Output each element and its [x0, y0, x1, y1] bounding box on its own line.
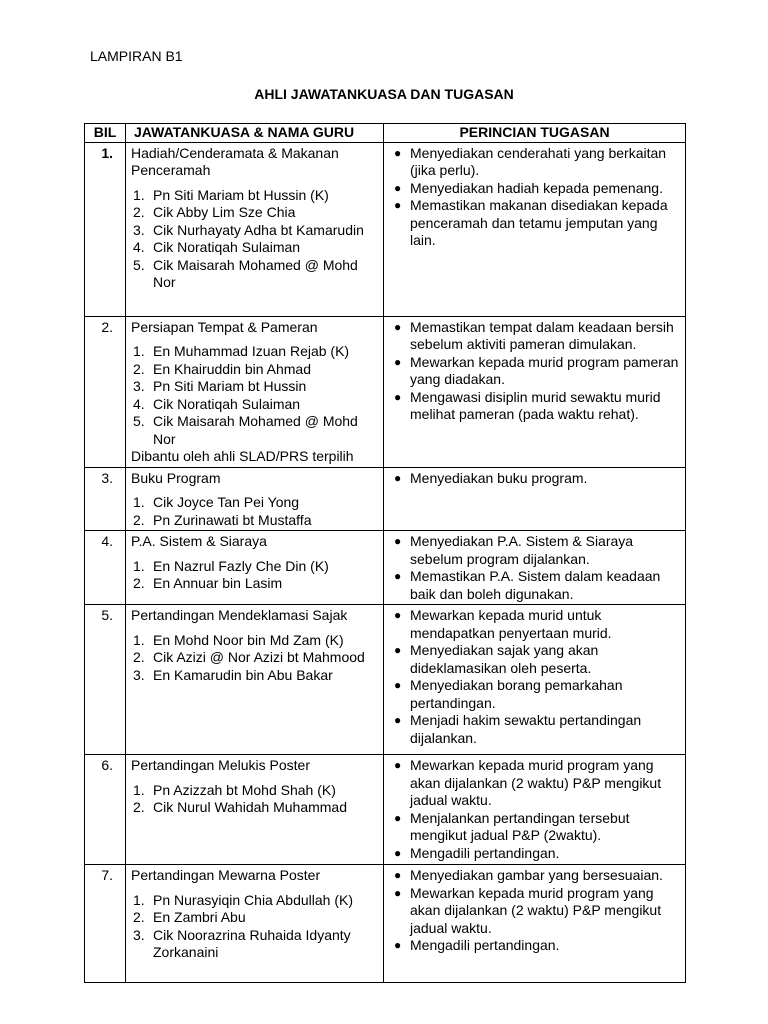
committee-name: Pertandingan Melukis Poster: [131, 757, 310, 773]
tasks-cell: [384, 531, 686, 605]
tasks-cell: [384, 605, 686, 755]
task-list: [388, 470, 679, 488]
annex-label: LAMPIRAN B1: [90, 48, 183, 64]
member-name: Cik Nurhayaty Adha bt Kamarudin: [153, 221, 364, 238]
member-item: [131, 222, 379, 240]
bullet-icon: ●: [394, 534, 402, 548]
task-text: Mewarkan kepada murid program pameran yang diadakan.: [410, 353, 679, 387]
task-text: Menyediakan sajak yang akan dideklamasikan oleh peserta.: [410, 642, 599, 676]
member-number: 4.: [133, 395, 145, 412]
member-item: [131, 413, 379, 448]
bullet-icon: ●: [394, 389, 402, 404]
member-number: 3.: [133, 378, 145, 394]
member-name: Pn Azizzah bt Mohd Shah (K): [153, 781, 336, 798]
task-list: [388, 319, 679, 424]
committee-name: Pertandingan Mewarna Poster: [131, 867, 321, 883]
member-number: 1.: [133, 557, 145, 574]
task-text: Memastikan tempat dalam keadaan bersih sebelum aktiviti pameran dimulakan.: [410, 318, 674, 352]
member-item: [131, 343, 379, 361]
member-list: [131, 558, 379, 593]
task-text: Menyediakan borang pemarkahan pertandingan.: [410, 677, 623, 711]
task-item: [388, 845, 679, 863]
member-item: [131, 494, 379, 512]
member-number: 2.: [133, 909, 145, 925]
task-item: [388, 319, 679, 354]
member-item: [131, 892, 379, 910]
member-number: 2.: [133, 360, 145, 377]
task-text: Menyediakan cenderahati yang berkaitan (jika perlu).: [410, 144, 667, 178]
member-name: Cik Maisarah Mohamed @ Mohd Nor: [153, 256, 358, 290]
task-item: [388, 533, 679, 568]
bullet-icon: ●: [394, 643, 402, 657]
task-text: Menyediakan P.A. Sistem & Siaraya sebelum program dijalankan.: [410, 533, 634, 567]
tasks-cell: [384, 755, 686, 865]
member-name: Cik Azizi @ Nor Azizi bt Mahmood: [153, 649, 365, 665]
member-name: Cik Nurul Wahidah Muhammad: [153, 799, 347, 815]
committee-cell: [126, 605, 384, 755]
table-row: [85, 755, 686, 865]
tasks-cell: [384, 142, 686, 316]
table-row: [85, 531, 686, 605]
bullet-icon: ●: [394, 569, 402, 583]
member-name: Cik Maisarah Mohamed @ Mohd Nor: [153, 413, 358, 447]
bullet-icon: ●: [394, 713, 402, 727]
committee-name: Hadiah/Cenderamata & Makanan Penceramah: [131, 144, 339, 178]
table-row: [85, 865, 686, 983]
member-number: 2.: [133, 799, 145, 815]
task-item: [388, 677, 679, 712]
committee-name: Pertandingan Mendeklamasi Sajak: [131, 607, 348, 623]
member-item: [131, 649, 379, 667]
member-name: Cik Abby Lim Sze Chia: [153, 204, 296, 220]
document-title: AHLI JAWATANKUASA DAN TUGASAN: [254, 86, 514, 102]
member-name: Pn Siti Mariam bt Hussin (K): [153, 186, 329, 203]
member-name: Cik Noratiqah Sulaiman: [153, 395, 301, 412]
member-item: [131, 782, 379, 800]
row-number: 2.: [85, 316, 126, 467]
member-name: En Nazrul Fazly Che Din (K): [153, 557, 329, 574]
task-item: [388, 757, 679, 810]
bullet-icon: ●: [394, 354, 402, 369]
member-list: [131, 782, 379, 817]
committee-note: Dibantu oleh ahli SLAD/PRS terpilih: [131, 448, 354, 464]
member-name: En Mohd Noor bin Md Zam (K): [153, 631, 344, 648]
task-text: Mewarkan kepada murid program yang akan dijalankan (2 waktu) P&P mengikut jadual waktu.: [410, 884, 662, 936]
table-row: [85, 605, 686, 755]
task-item: [388, 607, 679, 642]
member-item: [131, 799, 379, 817]
bullet-icon: ●: [394, 810, 402, 825]
member-number: 1.: [133, 494, 145, 510]
task-text: Memastikan makanan disediakan kepada penceramah dan tetamu jemputan yang lain.: [410, 197, 668, 248]
member-item: [131, 512, 379, 530]
bullet-icon: ●: [394, 885, 402, 900]
task-text: Mengadili pertandingan.: [410, 937, 560, 953]
member-item: [131, 257, 379, 292]
member-item: [131, 204, 379, 222]
table-row: [85, 467, 686, 531]
task-text: Mengawasi disiplin murid sewaktu murid melihat pameran (pada waktu rehat).: [410, 388, 661, 422]
task-item: [388, 885, 679, 938]
task-item: [388, 197, 679, 250]
member-item: [131, 927, 379, 962]
task-text: Menyediakan buku program.: [410, 469, 588, 486]
task-text: Memastikan P.A. Sistem dalam keadaan baik dan boleh digunakan.: [410, 568, 661, 602]
member-name: En Khairuddin bin Ahmad: [153, 360, 311, 377]
task-list: [388, 145, 679, 250]
task-item: [388, 389, 679, 424]
tasks-cell: [384, 467, 686, 531]
task-item: [388, 568, 679, 603]
task-text: Menyediakan hadiah kepada pemenang.: [410, 179, 663, 196]
member-number: 1.: [133, 631, 145, 648]
task-text: Mengadili pertandingan.: [410, 844, 560, 861]
bullet-icon: ●: [394, 678, 402, 692]
committee-cell: [126, 467, 384, 531]
task-item: [388, 810, 679, 845]
tasks-cell: [384, 316, 686, 467]
member-number: 2.: [133, 204, 145, 220]
task-item: [388, 470, 679, 488]
member-item: [131, 575, 379, 593]
task-list: [388, 533, 679, 603]
member-name: Pn Siti Mariam bt Hussin: [153, 378, 307, 394]
row-number: 1.: [85, 142, 126, 316]
task-item: [388, 937, 679, 955]
member-name: Cik Joyce Tan Pei Yong: [153, 494, 300, 510]
member-number: 2.: [133, 649, 145, 665]
member-list: [131, 494, 379, 529]
member-list: [131, 892, 379, 962]
table-row: [85, 316, 686, 467]
member-number: 1.: [133, 781, 145, 798]
member-name: Cik Noorazrina Ruhaida Idyanty Zorkanaini: [153, 926, 351, 960]
committee-name: P.A. Sistem & Siaraya: [131, 533, 267, 549]
column-header-bil: BIL: [85, 124, 126, 143]
member-item: [131, 558, 379, 576]
member-number: 5.: [133, 256, 145, 273]
task-text: Menjalankan pertandingan tersebut mengikut jadual P&P (2waktu).: [410, 809, 630, 843]
committee-cell: [126, 865, 384, 983]
task-list: [388, 607, 679, 747]
member-number: 5.: [133, 413, 145, 429]
member-item: [131, 187, 379, 205]
member-name: En Muhammad Izuan Rejab (K): [153, 343, 350, 359]
table-header-row: [85, 124, 686, 143]
bullet-icon: ●: [394, 758, 402, 772]
column-header-committee: JAWATANKUASA & NAMA GURU: [126, 124, 384, 143]
member-number: 1.: [133, 343, 145, 359]
committee-cell: [126, 142, 384, 316]
member-item: [131, 396, 379, 414]
task-list: [388, 757, 679, 862]
committee-cell: [126, 755, 384, 865]
bullet-icon: ●: [394, 470, 402, 485]
member-item: [131, 632, 379, 650]
committee-name: Buku Program: [131, 469, 221, 486]
row-number: 4.: [85, 531, 126, 605]
member-number: 3.: [133, 926, 145, 943]
task-text: Menjadi hakim sewaktu pertandingan dijalankan.: [410, 712, 642, 746]
member-number: 2.: [133, 511, 145, 528]
member-number: 2.: [133, 575, 145, 591]
committee-cell: [126, 316, 384, 467]
member-item: [131, 239, 379, 257]
member-number: 3.: [133, 666, 145, 683]
row-number: 5.: [85, 605, 126, 755]
member-number: 4.: [133, 239, 145, 255]
member-item: [131, 909, 379, 927]
table-body: [85, 142, 686, 983]
bullet-icon: ●: [394, 868, 402, 882]
bullet-icon: ●: [394, 845, 402, 860]
bullet-icon: ●: [394, 198, 402, 212]
bullet-icon: ●: [394, 938, 402, 952]
bullet-icon: ●: [394, 180, 402, 195]
member-number: 1.: [133, 891, 145, 908]
committee-name: Persiapan Tempat & Pameran: [131, 318, 318, 335]
member-name: Pn Zurinawati bt Mustaffa: [153, 511, 312, 528]
task-item: [388, 712, 679, 747]
member-item: [131, 378, 379, 396]
row-number: 6.: [85, 755, 126, 865]
member-list: [131, 187, 379, 292]
task-item: [388, 642, 679, 677]
task-text: Mewarkan kepada murid program yang akan dijalankan (2 waktu) P&P mengikut jadual waktu.: [410, 757, 662, 808]
row-number: 3.: [85, 467, 126, 531]
task-text: Mewarkan kepada murid untuk mendapatkan penyertaan murid.: [410, 607, 612, 641]
member-number: 1.: [133, 186, 145, 203]
task-item: [388, 145, 679, 180]
member-name: Cik Noratiqah Sulaiman: [153, 239, 301, 255]
column-header-tasks: PERINCIAN TUGASAN: [384, 124, 686, 143]
member-name: En Kamarudin bin Abu Bakar: [153, 666, 333, 683]
member-number: 3.: [133, 221, 145, 238]
table-row: [85, 142, 686, 316]
member-item: [131, 361, 379, 379]
member-list: [131, 632, 379, 685]
bullet-icon: ●: [394, 145, 402, 160]
member-name: En Annuar bin Lasim: [153, 575, 283, 591]
member-name: Pn Nurasyiqin Chia Abdullah (K): [153, 891, 353, 908]
bullet-icon: ●: [394, 608, 402, 622]
committee-table: [84, 123, 686, 983]
task-item: [388, 354, 679, 389]
task-item: [388, 867, 679, 885]
task-list: [388, 867, 679, 955]
task-item: [388, 180, 679, 198]
task-text: Menyediakan gambar yang bersesuaian.: [410, 867, 663, 883]
member-item: [131, 667, 379, 685]
committee-cell: [126, 531, 384, 605]
member-name: En Zambri Abu: [153, 909, 246, 925]
row-number: 7.: [85, 865, 126, 983]
bullet-icon: ●: [394, 319, 402, 334]
member-list: [131, 343, 379, 448]
tasks-cell: [384, 865, 686, 983]
